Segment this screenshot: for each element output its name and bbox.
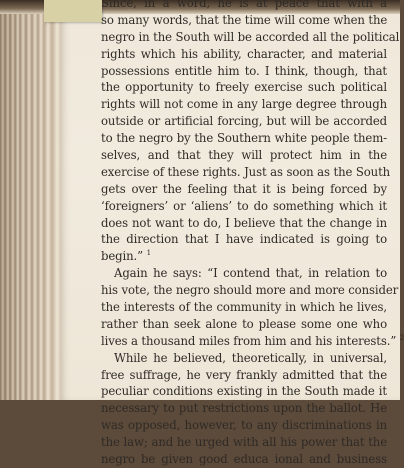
text-line [101, 215, 387, 232]
line-text: negro be given good educa ional and business [101, 452, 387, 467]
text-line [101, 299, 387, 316]
line-text: selves, and that they will protect him in the [101, 148, 387, 163]
line-text: the law; and he urged with all his power that the [101, 435, 387, 450]
text-line [101, 63, 387, 80]
line-text: does not want to do, I believe that the change in [101, 215, 387, 230]
paragraph-again-he-says [101, 265, 404, 349]
line-text: peculiar conditions existing in the South made it [101, 384, 387, 399]
text-line [101, 383, 387, 400]
text-line [101, 29, 400, 46]
line-text: exercise of these rights. Just as soon as the South [101, 164, 391, 179]
text-line [101, 0, 387, 12]
line-text: gets over the feeling that it is being forced by [101, 181, 387, 196]
line-text: rather than seek alone to please some one who [101, 316, 387, 331]
paragraph-continued [101, 0, 400, 265]
line-text: Since, in a word, he is at peace that with a [101, 0, 387, 10]
line-text: free suffrage, he very frankly admitted that the [101, 367, 387, 382]
footnote-marker: 2 [399, 333, 404, 342]
line-text: begin.” [101, 249, 143, 264]
page-text [101, 0, 404, 467]
line-text: rights will not come in any large degree through [101, 97, 387, 112]
line-text: rights which his ability, character, and material [101, 46, 387, 61]
footnote-marker: 1 [146, 249, 151, 258]
text-line [101, 400, 387, 417]
text-line [101, 46, 387, 63]
line-text: possessions entitle him to. I think, though, that [101, 63, 387, 78]
line-text: so many words, that the time will come when the [101, 12, 388, 27]
text-line [101, 12, 387, 29]
text-line [101, 113, 387, 130]
line-text: While he believed, theoretically, in universal, [114, 350, 387, 365]
line-text: the interests of the community in which he lives, [101, 300, 387, 315]
text-line [101, 417, 387, 434]
paragraph-while-he-believed [101, 350, 387, 468]
text-line [101, 79, 387, 96]
text-line [101, 231, 387, 248]
line-text: the direction that I have indicated is going to [101, 232, 387, 247]
text-line [101, 181, 387, 198]
page-tab [44, 0, 102, 22]
line-text: was opposed, however, to any discriminations in [101, 418, 387, 433]
text-line [101, 265, 387, 282]
text-line [101, 350, 387, 367]
line-text: to the negro by the Southern white people them- [101, 131, 387, 146]
line-text: outside or artificial forcing, but will be accorded [101, 114, 387, 129]
text-line [101, 434, 387, 451]
text-line [101, 333, 404, 350]
text-line [101, 147, 387, 164]
line-text: necessary to put restrictions upon the ballot. He [101, 401, 387, 416]
text-line [101, 282, 399, 299]
text-line [101, 96, 387, 113]
line-text: negro in the South will be accorded all the political [101, 29, 400, 44]
text-line [101, 198, 387, 215]
text-line [101, 130, 387, 147]
line-text: lives a thousand miles from him and his interests.” [101, 333, 397, 348]
line-text: the opportunity to freely exercise such political [101, 80, 387, 95]
line-text: ‘foreigners’ or ‘aliens’ to do something which it [101, 198, 387, 213]
text-line [101, 451, 387, 468]
text-line [101, 316, 387, 333]
page-edges [0, 0, 64, 400]
line-text: his vote, the negro should more and more consider [101, 283, 399, 298]
text-line [101, 248, 387, 265]
text-line [101, 164, 391, 181]
text-line [101, 367, 387, 384]
line-text: Again he says: “I contend that, in relation to [114, 266, 387, 281]
